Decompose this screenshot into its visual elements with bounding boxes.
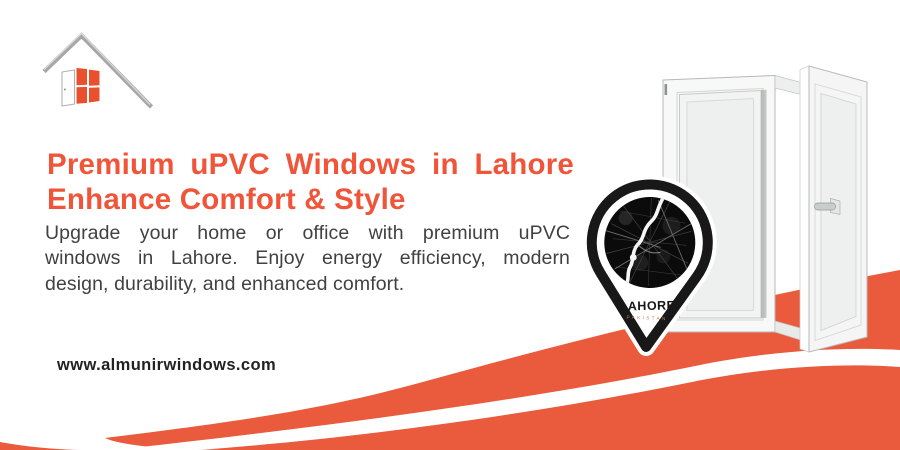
body-line-3: design, durability, and enhanced comfort. xyxy=(45,272,405,295)
open-door-icon xyxy=(62,70,75,106)
pin-country-label: PAKISTAN xyxy=(626,314,668,322)
page-title xyxy=(47,147,574,217)
logo-window-icon xyxy=(77,68,100,104)
heading-line-1: Premium uPVC Windows in Lahore xyxy=(47,148,574,181)
body-line-2: windows in Lahore. Enjoy energy efficiency, modern xyxy=(45,247,570,270)
pin-city-label: LAHORE xyxy=(619,298,676,314)
body-text xyxy=(45,221,570,297)
website-url[interactable]: www.almunirwindows.com xyxy=(57,356,277,374)
door-handle-dot xyxy=(64,89,66,91)
heading-line-2: Enhance Comfort & Style xyxy=(47,183,406,216)
body-line-1: Upgrade your home or office with premium uPVC xyxy=(45,222,570,244)
